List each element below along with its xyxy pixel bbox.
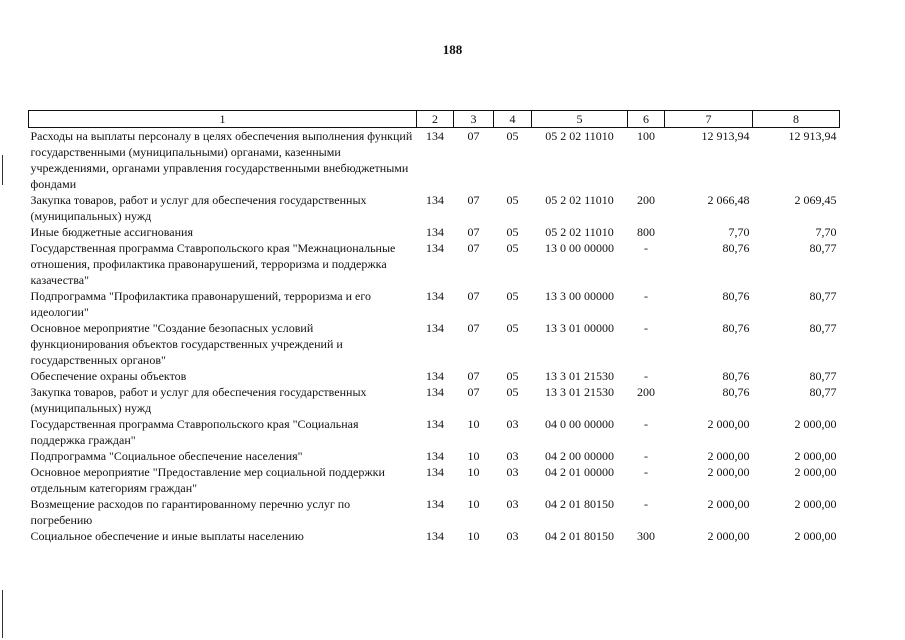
column-header: 3 <box>454 111 494 128</box>
admin-code-cell: 134 <box>426 385 444 399</box>
column-header: 4 <box>494 111 532 128</box>
amount-year1-cell: 2 000,00 <box>707 417 750 431</box>
row-name-cell: Основное мероприятие "Создание безопасных условий функционирования объектов государственных учреждений и государственных органов" <box>30 321 343 367</box>
subsection-cell: 05 <box>506 241 519 255</box>
section-cell: 07 <box>467 369 480 383</box>
row-name-cell: Подпрограмма "Профилактика правонарушений, терроризма и его идеологии" <box>30 289 371 319</box>
row-name-cell: Основное мероприятие "Предоставление мер социальной поддержки отдельным категориям граждан" <box>30 465 385 495</box>
expense-type-cell: - <box>644 289 648 303</box>
expense-type-cell: 200 <box>637 193 655 207</box>
table-row <box>29 128 840 193</box>
amount-year1-cell: 80,76 <box>722 369 750 383</box>
admin-code-cell: 134 <box>426 465 444 479</box>
row-name-cell: Закупка товаров, работ и услуг для обеспечения государственных (муниципальных) нужд <box>30 193 367 223</box>
table-row <box>29 416 840 448</box>
target-article-cell: 05 2 02 11010 <box>545 129 614 143</box>
subsection-cell: 05 <box>506 129 519 143</box>
row-name-cell: Закупка товаров, работ и услуг для обеспечения государственных (муниципальных) нужд <box>30 385 367 415</box>
target-article-cell: 04 2 01 80150 <box>545 529 614 543</box>
subsection-cell: 03 <box>506 529 519 543</box>
amount-year2-cell: 80,77 <box>809 241 837 255</box>
table-row <box>29 528 840 544</box>
expense-type-cell: - <box>644 417 648 431</box>
amount-year2-cell: 80,77 <box>809 369 837 383</box>
admin-code-cell: 134 <box>426 369 444 383</box>
subsection-cell: 05 <box>506 321 519 335</box>
amount-year1-cell: 80,76 <box>722 321 750 335</box>
admin-code-cell: 134 <box>426 289 444 303</box>
admin-code-cell: 134 <box>426 449 444 463</box>
expense-type-cell: 200 <box>637 385 655 399</box>
admin-code-cell: 134 <box>426 241 444 255</box>
target-article-cell: 05 2 02 11010 <box>545 193 614 207</box>
subsection-cell: 05 <box>506 385 519 399</box>
scan-margin-line <box>2 155 3 185</box>
target-article-cell: 04 2 00 00000 <box>545 449 614 463</box>
table-row <box>29 384 840 416</box>
table-row <box>29 288 840 320</box>
row-name-cell: Государственная программа Ставропольского края "Межнациональные отношения, профилактика правонарушений, терроризма и поддержка казачества" <box>30 241 396 287</box>
target-article-cell: 13 3 01 21530 <box>545 385 614 399</box>
row-name-cell: Обеспечение охраны объектов <box>30 369 187 383</box>
section-cell: 07 <box>467 385 480 399</box>
expense-type-cell: - <box>644 497 648 511</box>
subsection-cell: 05 <box>506 289 519 303</box>
section-cell: 07 <box>467 193 480 207</box>
expense-type-cell: - <box>644 465 648 479</box>
section-cell: 10 <box>467 529 480 543</box>
subsection-cell: 05 <box>506 193 519 207</box>
amount-year2-cell: 2 000,00 <box>794 465 837 479</box>
row-name-cell: Социальное обеспечение и иные выплаты населению <box>30 529 304 543</box>
target-article-cell: 04 0 00 00000 <box>545 417 614 431</box>
expense-type-cell: - <box>644 241 648 255</box>
table-row <box>29 368 840 384</box>
table-row <box>29 240 840 288</box>
column-header: 5 <box>532 111 628 128</box>
subsection-cell: 05 <box>506 225 519 239</box>
amount-year2-cell: 80,77 <box>809 321 837 335</box>
expense-type-cell: - <box>644 321 648 335</box>
subsection-cell: 03 <box>506 449 519 463</box>
section-cell: 07 <box>467 321 480 335</box>
table-header-row <box>29 111 840 128</box>
amount-year2-cell: 80,77 <box>809 289 837 303</box>
row-name-cell: Возмещение расходов по гарантированному перечню услуг по погребению <box>30 497 351 527</box>
amount-year1-cell: 80,76 <box>722 385 750 399</box>
section-cell: 10 <box>467 497 480 511</box>
subsection-cell: 03 <box>506 465 519 479</box>
admin-code-cell: 134 <box>426 321 444 335</box>
amount-year2-cell: 2 000,00 <box>794 497 837 511</box>
amount-year1-cell: 2 000,00 <box>707 465 750 479</box>
admin-code-cell: 134 <box>426 497 444 511</box>
target-article-cell: 04 2 01 00000 <box>545 465 614 479</box>
column-header: 6 <box>628 111 665 128</box>
expense-type-cell: 300 <box>637 529 655 543</box>
admin-code-cell: 134 <box>426 129 444 143</box>
expense-type-cell: - <box>644 449 648 463</box>
admin-code-cell: 134 <box>426 417 444 431</box>
section-cell: 10 <box>467 449 480 463</box>
amount-year2-cell: 80,77 <box>809 385 837 399</box>
expense-type-cell: - <box>644 369 648 383</box>
amount-year1-cell: 7,70 <box>728 225 750 239</box>
amount-year1-cell: 2 066,48 <box>707 193 750 207</box>
column-header: 7 <box>665 111 753 128</box>
scan-margin-line <box>2 590 3 638</box>
row-name-cell: Расходы на выплаты персоналу в целях обеспечения выполнения функций государственными (муниципальными) органами, казенными учреждениями, органами управления государственными внебюджетными фондами <box>30 129 413 191</box>
amount-year1-cell: 2 000,00 <box>707 529 750 543</box>
amount-year1-cell: 80,76 <box>722 241 750 255</box>
table-row <box>29 464 840 496</box>
table-row <box>29 224 840 240</box>
table-row <box>29 496 840 528</box>
table-row <box>29 192 840 224</box>
amount-year2-cell: 12 913,94 <box>788 129 837 143</box>
section-cell: 07 <box>467 241 480 255</box>
amount-year2-cell: 2 000,00 <box>794 449 837 463</box>
target-article-cell: 13 3 00 00000 <box>545 289 614 303</box>
target-article-cell: 13 3 01 00000 <box>545 321 614 335</box>
expense-type-cell: 800 <box>637 225 655 239</box>
subsection-cell: 05 <box>506 369 519 383</box>
section-cell: 07 <box>467 225 480 239</box>
column-header: 1 <box>29 111 417 128</box>
admin-code-cell: 134 <box>426 225 444 239</box>
row-name-cell: Государственная программа Ставропольского края "Социальная поддержка граждан" <box>30 417 359 447</box>
expense-type-cell: 100 <box>637 129 655 143</box>
section-cell: 10 <box>467 465 480 479</box>
section-cell: 07 <box>467 289 480 303</box>
amount-year2-cell: 2 069,45 <box>794 193 837 207</box>
column-header: 2 <box>417 111 454 128</box>
amount-year1-cell: 12 913,94 <box>701 129 750 143</box>
page-number: 188 <box>442 42 463 57</box>
amount-year1-cell: 2 000,00 <box>707 449 750 463</box>
table-row <box>29 320 840 368</box>
admin-code-cell: 134 <box>426 529 444 543</box>
table-row <box>29 448 840 464</box>
subsection-cell: 03 <box>506 497 519 511</box>
amount-year2-cell: 7,70 <box>815 225 837 239</box>
target-article-cell: 13 0 00 00000 <box>545 241 614 255</box>
amount-year1-cell: 2 000,00 <box>707 497 750 511</box>
amount-year2-cell: 2 000,00 <box>794 529 837 543</box>
table-body <box>29 128 840 545</box>
section-cell: 07 <box>467 129 480 143</box>
section-cell: 10 <box>467 417 480 431</box>
amount-year1-cell: 80,76 <box>722 289 750 303</box>
budget-table <box>28 110 840 544</box>
row-name-cell: Подпрограмма "Социальное обеспечение населения" <box>30 449 303 463</box>
row-name-cell: Иные бюджетные ассигнования <box>30 225 193 239</box>
target-article-cell: 13 3 01 21530 <box>545 369 614 383</box>
target-article-cell: 04 2 01 80150 <box>545 497 614 511</box>
admin-code-cell: 134 <box>426 193 444 207</box>
subsection-cell: 03 <box>506 417 519 431</box>
amount-year2-cell: 2 000,00 <box>794 417 837 431</box>
column-header: 8 <box>753 111 840 128</box>
target-article-cell: 05 2 02 11010 <box>545 225 614 239</box>
